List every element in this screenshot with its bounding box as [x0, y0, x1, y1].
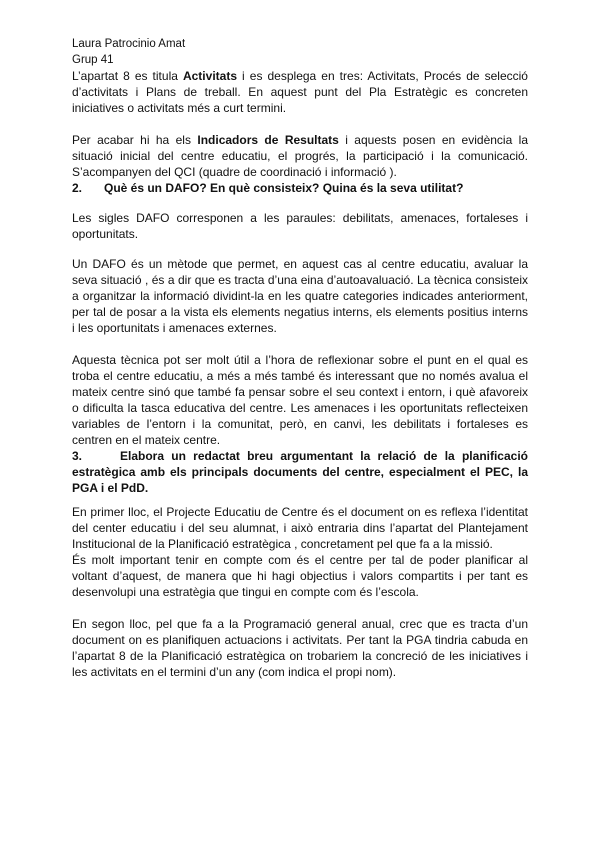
paragraph-pec: En primer lloc, el Projecte Educatiu de Centre és el document on es reflexa l’identitat del center educatiu i del seu alumnat, i això entraria dins l’apartat del Plantejament Institucional de la Planificació estratègica , concretament pel que fa a la missió.	[72, 505, 528, 551]
paragraph-dafo-utilitat: Aquesta tècnica pot ser molt útil a l’hora de reflexionar sobre el punt en el qual es troba el centre educatiu, a més a més també és interessant que no només avalua el mateix centre sinó que també fa pensar sobre el seu context i entorn, i què afavoreix o dificulta la tasca educativa del centre. Les amenaces i les oportunitats reflecteixen variables de l’entorn i la comunitat, però, en canvi, les debilitats i fortaleses es centren en el mateix centre.	[72, 353, 528, 447]
paragraph-dafo-metode: Un DAFO és un mètode que permet, en aquest cas al centre educatiu, avaluar la seva situació , és a dir que es tracta d’una eina d’autoavaluació. La tècnica consisteix a organitzar la informació dividint-la en les quatre categories indicades anteriorment, per tal de posar a la vista els elements negatius interns, els elements positius interns i les oportunitats i amenaces externes.	[72, 257, 528, 335]
paragraph-text: i es desplega en tres: Activitats, Procés de selecció d’activitats i Plans de treball. En aquest punt del Pla Estratègic es concreten iniciatives o activitats més a curt termini.	[72, 69, 528, 115]
paragraph-dafo-sigles: Les sigles DAFO corresponen a les paraules: debilitats, amenaces, fortaleses i oportunitats.	[72, 211, 528, 241]
section-title: Elabora un redactat breu argumentant la relació de la planificació estratègica amb els principals documents del centre, especialment el PEC, la PGA i el PdD.	[72, 449, 528, 495]
paragraph-indicadors	[72, 132, 528, 180]
bold-term: Activitats	[182, 69, 237, 83]
section-title: Què és un DAFO? En què consisteix? Quina és la seva utilitat?	[104, 181, 464, 195]
section-2-heading	[72, 180, 528, 196]
paragraph-text: Per acabar hi ha els	[72, 133, 198, 147]
paragraph-activitats	[72, 68, 528, 116]
paragraph-pga: En segon lloc, pel que fa a la Programació general anual, crec que es tracta d’un document on es planifiquen actuacions i activitats. Per tant la PGA tindria cabuda en l’apartat 8 de la Planificació estratègica on trobariem la concreció de les iniciatives i les activitats en el termini d’un any (com indica el propi nom).	[72, 617, 528, 679]
author-name: Laura Patrocinio Amat	[72, 38, 186, 50]
page-header	[72, 36, 185, 68]
section-number: 3.	[72, 449, 83, 463]
section-3-heading	[72, 448, 528, 496]
document-body	[72, 68, 528, 680]
section-number: 2.	[72, 181, 83, 195]
bold-term: Indicadors de Resultats	[197, 133, 339, 147]
paragraph-pec-importancia: És molt important tenir en compte com és el centre per tal de poder planificar al voltant d’aquest, de manera que hi hagi objectius i valors compartits i per tant es desenvolupi una estratègia que tingui en compte com és l’escola.	[72, 553, 528, 599]
group-label: Grup 41	[72, 54, 114, 66]
paragraph-text: L’apartat 8 es titula	[72, 69, 183, 83]
paragraph-text: i aquests posen en evidència la situació inicial del centre educatiu, el progrés, la participació i la comunicació. S’acompanyen del QCI (quadre de coordinació i informació ).	[72, 133, 528, 179]
